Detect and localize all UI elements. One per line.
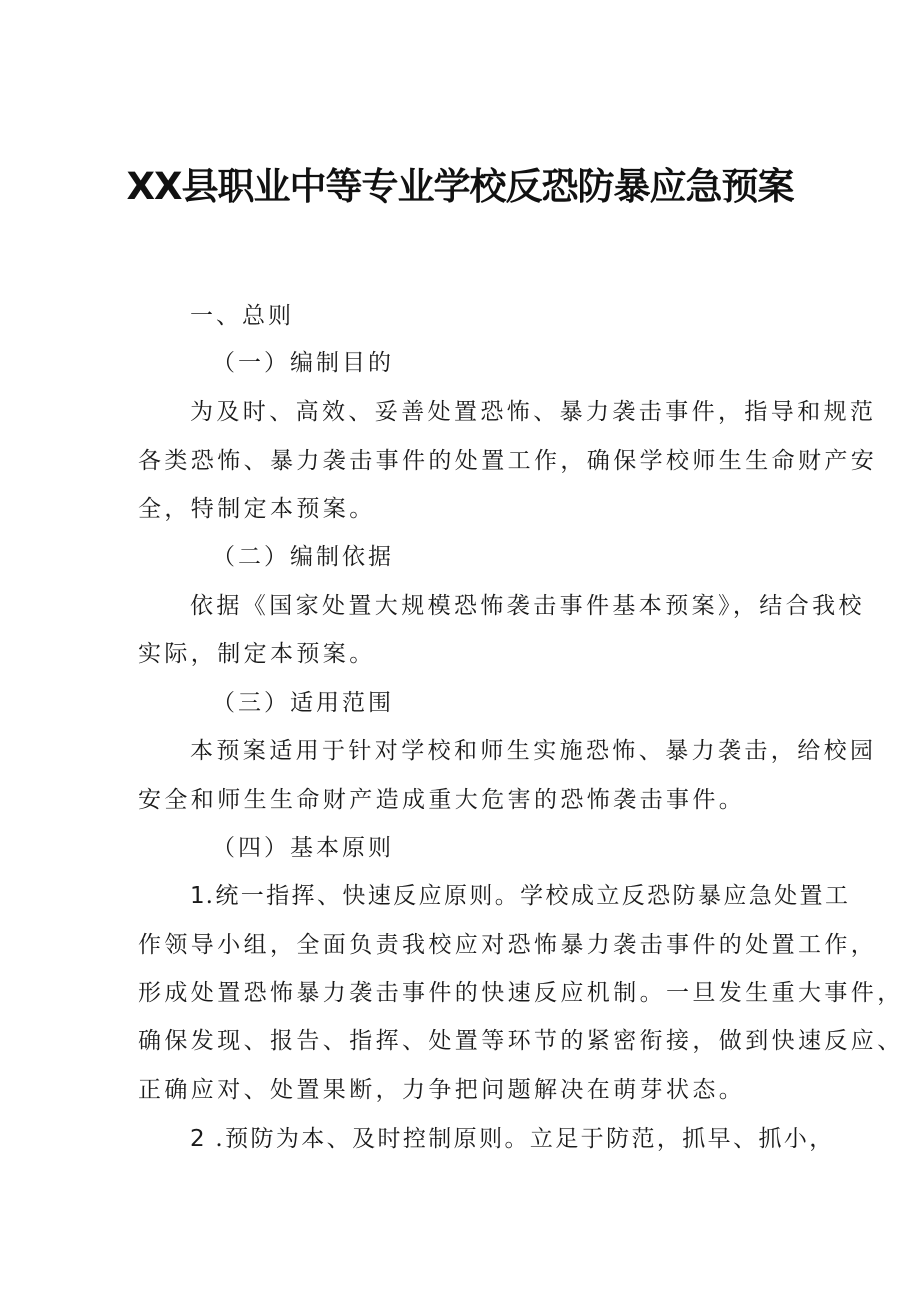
item-number: 1 [190, 883, 206, 909]
item-text: .统一指挥、快速反应原则。学校成立反恐防暴应急处置工 [205, 883, 851, 909]
paragraph-line: 各类恐怖、暴力袭击事件的处置工作，确保学校师生生命财产安 [138, 448, 878, 474]
document-title: XX县职业中等专业学校反恐防暴应急预案 [126, 165, 794, 208]
subsection-heading-principles: （四）基本原则 [212, 835, 394, 861]
principle-item-1-first-line [190, 881, 850, 911]
paragraph-line: 依据《国家处置大规模恐怖袭击事件基本预案》，结合我校 [190, 593, 865, 619]
principle-item-2-first-line [190, 1124, 835, 1154]
paragraph-line: 形成处置恐怖暴力袭击事件的快速反应机制。一旦发生重大事件， [138, 980, 904, 1006]
subsection-heading-purpose: （一）编制目的 [212, 350, 394, 376]
paragraph-line: 实际，制定本预案。 [138, 641, 376, 667]
subsection-heading-scope: （三）适用范围 [212, 690, 394, 716]
paragraph-line: 为及时、高效、妥善处置恐怖、暴力袭击事件，指导和规范 [190, 399, 877, 425]
paragraph-line: 本预案适用于针对学校和师生实施恐怖、暴力袭击，给校园 [190, 738, 877, 764]
paragraph-line: 全，特制定本预案。 [138, 496, 376, 522]
paragraph-line: 安全和师生生命财产造成重大危害的恐怖袭击事件。 [138, 787, 746, 813]
section-heading-general: 一、总则 [190, 303, 294, 329]
subsection-heading-basis: （二）编制依据 [212, 544, 394, 570]
paragraph-line: 正确应对、处置果断，力争把问题解决在萌芽状态。 [138, 1077, 746, 1103]
item-number: 2 [190, 1126, 206, 1152]
paragraph-line: 作领导小组，全面负责我校应对恐怖暴力袭击事件的处置工作， [138, 932, 878, 958]
item-text: .预防为本、及时控制原则。立足于防范，抓早、抓小， [205, 1126, 835, 1152]
paragraph-line: 确保发现、报告、指挥、处置等环节的紧密衔接，做到快速反应、 [138, 1028, 904, 1054]
